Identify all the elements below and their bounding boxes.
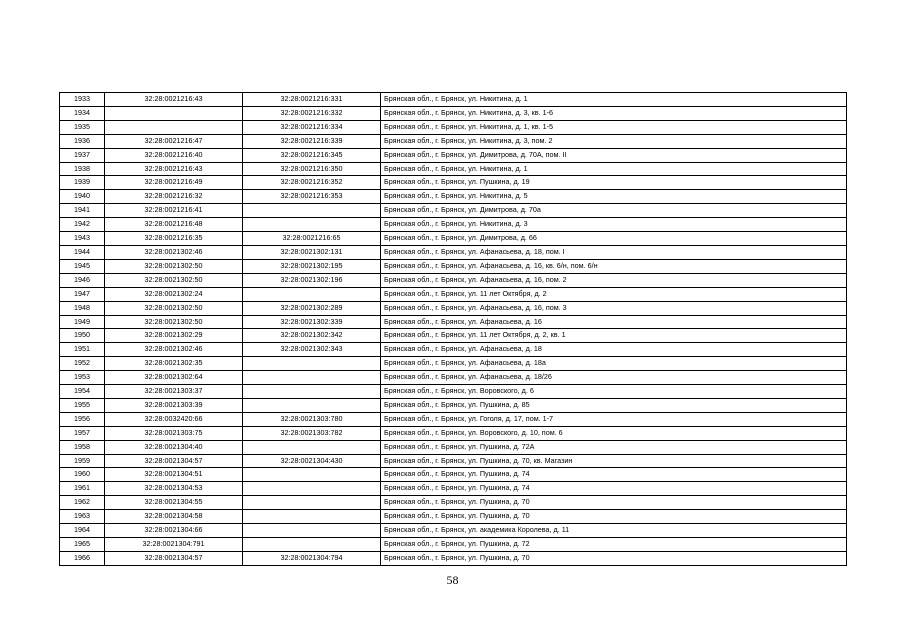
- row-number-cell: 1934: [60, 106, 105, 120]
- registry-table: [59, 92, 847, 566]
- address-cell: Брянская обл., г. Брянск, ул. Афанасьева, д. 18а: [381, 357, 847, 371]
- row-number-cell: 1964: [60, 524, 105, 538]
- land-cadastral-number-cell: 32:28:0021302:29: [105, 329, 243, 343]
- land-cadastral-number-cell: 32:28:0021304:53: [105, 482, 243, 496]
- address-cell: Брянская обл., г. Брянск, ул. Афанасьева, д. 16: [381, 315, 847, 329]
- table-row: [60, 134, 847, 148]
- building-cadastral-number-cell: 32:28:0021216:345: [243, 148, 381, 162]
- land-cadastral-number-cell: 32:28:0021304:66: [105, 524, 243, 538]
- table-row: [60, 538, 847, 552]
- land-cadastral-number-cell: [105, 120, 243, 134]
- row-number-cell: 1941: [60, 204, 105, 218]
- address-cell: Брянская обл., г. Брянск, ул. Пушкина, д. 70: [381, 551, 847, 565]
- building-cadastral-number-cell: [243, 398, 381, 412]
- table-row: [60, 106, 847, 120]
- table-row: [60, 357, 847, 371]
- table-row: [60, 412, 847, 426]
- table-row: [60, 343, 847, 357]
- table-row: [60, 218, 847, 232]
- land-cadastral-number-cell: 32:28:0021216:41: [105, 204, 243, 218]
- land-cadastral-number-cell: 32:28:0021302:35: [105, 357, 243, 371]
- building-cadastral-number-cell: [243, 510, 381, 524]
- table-row: [60, 329, 847, 343]
- address-cell: Брянская обл., г. Брянск, ул. Никитина, д. 1, кв. 1-5: [381, 120, 847, 134]
- address-cell: Брянская обл., г. Брянск, ул. Афанасьева, д. 18: [381, 343, 847, 357]
- land-cadastral-number-cell: 32:28:0021303:39: [105, 398, 243, 412]
- building-cadastral-number-cell: 32:28:0021216:352: [243, 176, 381, 190]
- row-number-cell: 1935: [60, 120, 105, 134]
- row-number-cell: 1939: [60, 176, 105, 190]
- land-cadastral-number-cell: 32:28:0021304:57: [105, 551, 243, 565]
- table-row: [60, 259, 847, 273]
- land-cadastral-number-cell: 32:28:0021304:51: [105, 468, 243, 482]
- row-number-cell: 1937: [60, 148, 105, 162]
- address-cell: Брянская обл., г. Брянск, ул. Димитрова, д. 66: [381, 232, 847, 246]
- table-row: [60, 426, 847, 440]
- building-cadastral-number-cell: [243, 357, 381, 371]
- land-cadastral-number-cell: 32:28:0021302:46: [105, 245, 243, 259]
- row-number-cell: 1961: [60, 482, 105, 496]
- land-cadastral-number-cell: 32:28:0021304:791: [105, 538, 243, 552]
- address-cell: Брянская обл., г. Брянск, ул. Афанасьева, д. 16, кв. 6/н, пом. 6/н: [381, 259, 847, 273]
- address-cell: Брянская обл., г. Брянск, ул. Афанасьева, д. 18, пом. I: [381, 245, 847, 259]
- table-row: [60, 440, 847, 454]
- building-cadastral-number-cell: 32:28:0021302:339: [243, 315, 381, 329]
- building-cadastral-number-cell: [243, 385, 381, 399]
- address-cell: Брянская обл., г. Брянск, ул. Пушкина, д. 70: [381, 496, 847, 510]
- row-number-cell: 1954: [60, 385, 105, 399]
- row-number-cell: 1945: [60, 259, 105, 273]
- land-cadastral-number-cell: 32:28:0032420:66: [105, 412, 243, 426]
- table-row: [60, 245, 847, 259]
- row-number-cell: 1963: [60, 510, 105, 524]
- address-cell: Брянская обл., г. Брянск, ул. 11 лет Октября, д. 2, кв. 1: [381, 329, 847, 343]
- table-row: [60, 482, 847, 496]
- row-number-cell: 1956: [60, 412, 105, 426]
- page-number: 58: [446, 573, 459, 587]
- address-cell: Брянская обл., г. Брянск, ул. Воровского, д. 6: [381, 385, 847, 399]
- table-row: [60, 398, 847, 412]
- building-cadastral-number-cell: [243, 371, 381, 385]
- building-cadastral-number-cell: 32:28:0021302:343: [243, 343, 381, 357]
- row-number-cell: 1946: [60, 273, 105, 287]
- land-cadastral-number-cell: 32:28:0021304:55: [105, 496, 243, 510]
- building-cadastral-number-cell: 32:28:0021216:350: [243, 162, 381, 176]
- row-number-cell: 1950: [60, 329, 105, 343]
- table-row: [60, 301, 847, 315]
- building-cadastral-number-cell: 32:28:0021216:331: [243, 93, 381, 107]
- land-cadastral-number-cell: 32:28:0021216:32: [105, 190, 243, 204]
- building-cadastral-number-cell: [243, 218, 381, 232]
- row-number-cell: 1933: [60, 93, 105, 107]
- row-number-cell: 1962: [60, 496, 105, 510]
- building-cadastral-number-cell: [243, 538, 381, 552]
- building-cadastral-number-cell: 32:28:0021302:196: [243, 273, 381, 287]
- building-cadastral-number-cell: 32:28:0021216:353: [243, 190, 381, 204]
- table-row: [60, 371, 847, 385]
- address-cell: Брянская обл., г. Брянск, ул. Пушкина, д. 85: [381, 398, 847, 412]
- address-cell: Брянская обл., г. Брянск, ул. Никитина, д. 5: [381, 190, 847, 204]
- land-cadastral-number-cell: 32:28:0021216:43: [105, 93, 243, 107]
- building-cadastral-number-cell: 32:28:0021302:342: [243, 329, 381, 343]
- table-row: [60, 273, 847, 287]
- land-cadastral-number-cell: 32:28:0021216:40: [105, 148, 243, 162]
- row-number-cell: 1955: [60, 398, 105, 412]
- table-row: [60, 385, 847, 399]
- address-cell: Брянская обл., г. Брянск, ул. Пушкина, д. 72А: [381, 440, 847, 454]
- address-cell: Брянская обл., г. Брянск, ул. академика Королева, д. 11: [381, 524, 847, 538]
- building-cadastral-number-cell: 32:28:0021304:794: [243, 551, 381, 565]
- land-cadastral-number-cell: 32:28:0021302:46: [105, 343, 243, 357]
- row-number-cell: 1949: [60, 315, 105, 329]
- land-cadastral-number-cell: 32:28:0021216:49: [105, 176, 243, 190]
- address-cell: Брянская обл., г. Брянск, ул. Пушкина, д. 74: [381, 468, 847, 482]
- row-number-cell: 1965: [60, 538, 105, 552]
- land-cadastral-number-cell: 32:28:0021304:58: [105, 510, 243, 524]
- building-cadastral-number-cell: [243, 524, 381, 538]
- land-cadastral-number-cell: 32:28:0021216:48: [105, 218, 243, 232]
- building-cadastral-number-cell: 32:28:0021303:782: [243, 426, 381, 440]
- row-number-cell: 1952: [60, 357, 105, 371]
- address-cell: Брянская обл., г. Брянск, ул. Пушкина, д. 70, кв. Магазин: [381, 454, 847, 468]
- row-number-cell: 1958: [60, 440, 105, 454]
- building-cadastral-number-cell: 32:28:0021216:65: [243, 232, 381, 246]
- address-cell: Брянская обл., г. Брянск, ул. Никитина, д. 3: [381, 218, 847, 232]
- building-cadastral-number-cell: 32:28:0021216:334: [243, 120, 381, 134]
- table-row: [60, 510, 847, 524]
- address-cell: Брянская обл., г. Брянск, ул. Пушкина, д. 19: [381, 176, 847, 190]
- address-cell: Брянская обл., г. Брянск, ул. Гоголя, д. 17, пом. 1-7: [381, 412, 847, 426]
- row-number-cell: 1940: [60, 190, 105, 204]
- land-cadastral-number-cell: 32:28:0021216:47: [105, 134, 243, 148]
- table-row: [60, 148, 847, 162]
- table-row: [60, 454, 847, 468]
- table-row: [60, 496, 847, 510]
- land-cadastral-number-cell: 32:28:0021303:37: [105, 385, 243, 399]
- row-number-cell: 1959: [60, 454, 105, 468]
- table-row: [60, 287, 847, 301]
- row-number-cell: 1943: [60, 232, 105, 246]
- table-row: [60, 162, 847, 176]
- row-number-cell: 1951: [60, 343, 105, 357]
- building-cadastral-number-cell: [243, 204, 381, 218]
- table-row: [60, 190, 847, 204]
- table-body: [60, 93, 847, 566]
- address-cell: Брянская обл., г. Брянск, ул. 11 лет Октября, д. 2: [381, 287, 847, 301]
- address-cell: Брянская обл., г. Брянск, ул. Пушкина, д. 74: [381, 482, 847, 496]
- address-cell: Брянская обл., г. Брянск, ул. Афанасьева, д. 16, пом. 2: [381, 273, 847, 287]
- building-cadastral-number-cell: 32:28:0021302:131: [243, 245, 381, 259]
- row-number-cell: 1944: [60, 245, 105, 259]
- table-row: [60, 176, 847, 190]
- building-cadastral-number-cell: 32:28:0021216:332: [243, 106, 381, 120]
- land-cadastral-number-cell: 32:28:0021303:75: [105, 426, 243, 440]
- land-cadastral-number-cell: 32:28:0021216:35: [105, 232, 243, 246]
- table-row: [60, 120, 847, 134]
- land-cadastral-number-cell: 32:28:0021302:24: [105, 287, 243, 301]
- address-cell: Брянская обл., г. Брянск, ул. Пушкина, д. 70: [381, 510, 847, 524]
- address-cell: Брянская обл., г. Брянск, ул. Никитина, д. 3, пом. 2: [381, 134, 847, 148]
- land-cadastral-number-cell: [105, 106, 243, 120]
- row-number-cell: 1938: [60, 162, 105, 176]
- table-row: [60, 524, 847, 538]
- land-cadastral-number-cell: 32:28:0021304:57: [105, 454, 243, 468]
- address-cell: Брянская обл., г. Брянск, ул. Димитрова, д. 70А, пом. II: [381, 148, 847, 162]
- row-number-cell: 1966: [60, 551, 105, 565]
- table-row: [60, 232, 847, 246]
- land-cadastral-number-cell: 32:28:0021302:50: [105, 301, 243, 315]
- row-number-cell: 1960: [60, 468, 105, 482]
- row-number-cell: 1953: [60, 371, 105, 385]
- row-number-cell: 1957: [60, 426, 105, 440]
- building-cadastral-number-cell: [243, 496, 381, 510]
- address-cell: Брянская обл., г. Брянск, ул. Афанасьева, д. 18/26: [381, 371, 847, 385]
- table-row: [60, 315, 847, 329]
- building-cadastral-number-cell: [243, 287, 381, 301]
- land-cadastral-number-cell: 32:28:0021302:64: [105, 371, 243, 385]
- building-cadastral-number-cell: 32:28:0021302:195: [243, 259, 381, 273]
- land-cadastral-number-cell: 32:28:0021302:50: [105, 315, 243, 329]
- table-row: [60, 468, 847, 482]
- building-cadastral-number-cell: [243, 482, 381, 496]
- address-cell: Брянская обл., г. Брянск, ул. Афанасьева, д. 16, пом. 3: [381, 301, 847, 315]
- land-cadastral-number-cell: 32:28:0021302:50: [105, 259, 243, 273]
- land-cadastral-number-cell: 32:28:0021304:40: [105, 440, 243, 454]
- land-cadastral-number-cell: 32:28:0021302:50: [105, 273, 243, 287]
- table-row: [60, 551, 847, 565]
- building-cadastral-number-cell: 32:28:0021304:430: [243, 454, 381, 468]
- building-cadastral-number-cell: 32:28:0021302:289: [243, 301, 381, 315]
- address-cell: Брянская обл., г. Брянск, ул. Никитина, д. 3, кв. 1-6: [381, 106, 847, 120]
- building-cadastral-number-cell: [243, 440, 381, 454]
- building-cadastral-number-cell: [243, 468, 381, 482]
- row-number-cell: 1942: [60, 218, 105, 232]
- address-cell: Брянская обл., г. Брянск, ул. Димитрова, д. 70а: [381, 204, 847, 218]
- row-number-cell: 1936: [60, 134, 105, 148]
- address-cell: Брянская обл., г. Брянск, ул. Воровского, д. 10, пом. 6: [381, 426, 847, 440]
- building-cadastral-number-cell: 32:28:0021216:339: [243, 134, 381, 148]
- address-cell: Брянская обл., г. Брянск, ул. Никитина, д. 1: [381, 162, 847, 176]
- row-number-cell: 1948: [60, 301, 105, 315]
- row-number-cell: 1947: [60, 287, 105, 301]
- land-cadastral-number-cell: 32:28:0021216:43: [105, 162, 243, 176]
- address-cell: Брянская обл., г. Брянск, ул. Никитина, д. 1: [381, 93, 847, 107]
- building-cadastral-number-cell: 32:28:0021303:780: [243, 412, 381, 426]
- table-row: [60, 204, 847, 218]
- address-cell: Брянская обл., г. Брянск, ул. Пушкина, д. 72: [381, 538, 847, 552]
- table-row: [60, 93, 847, 107]
